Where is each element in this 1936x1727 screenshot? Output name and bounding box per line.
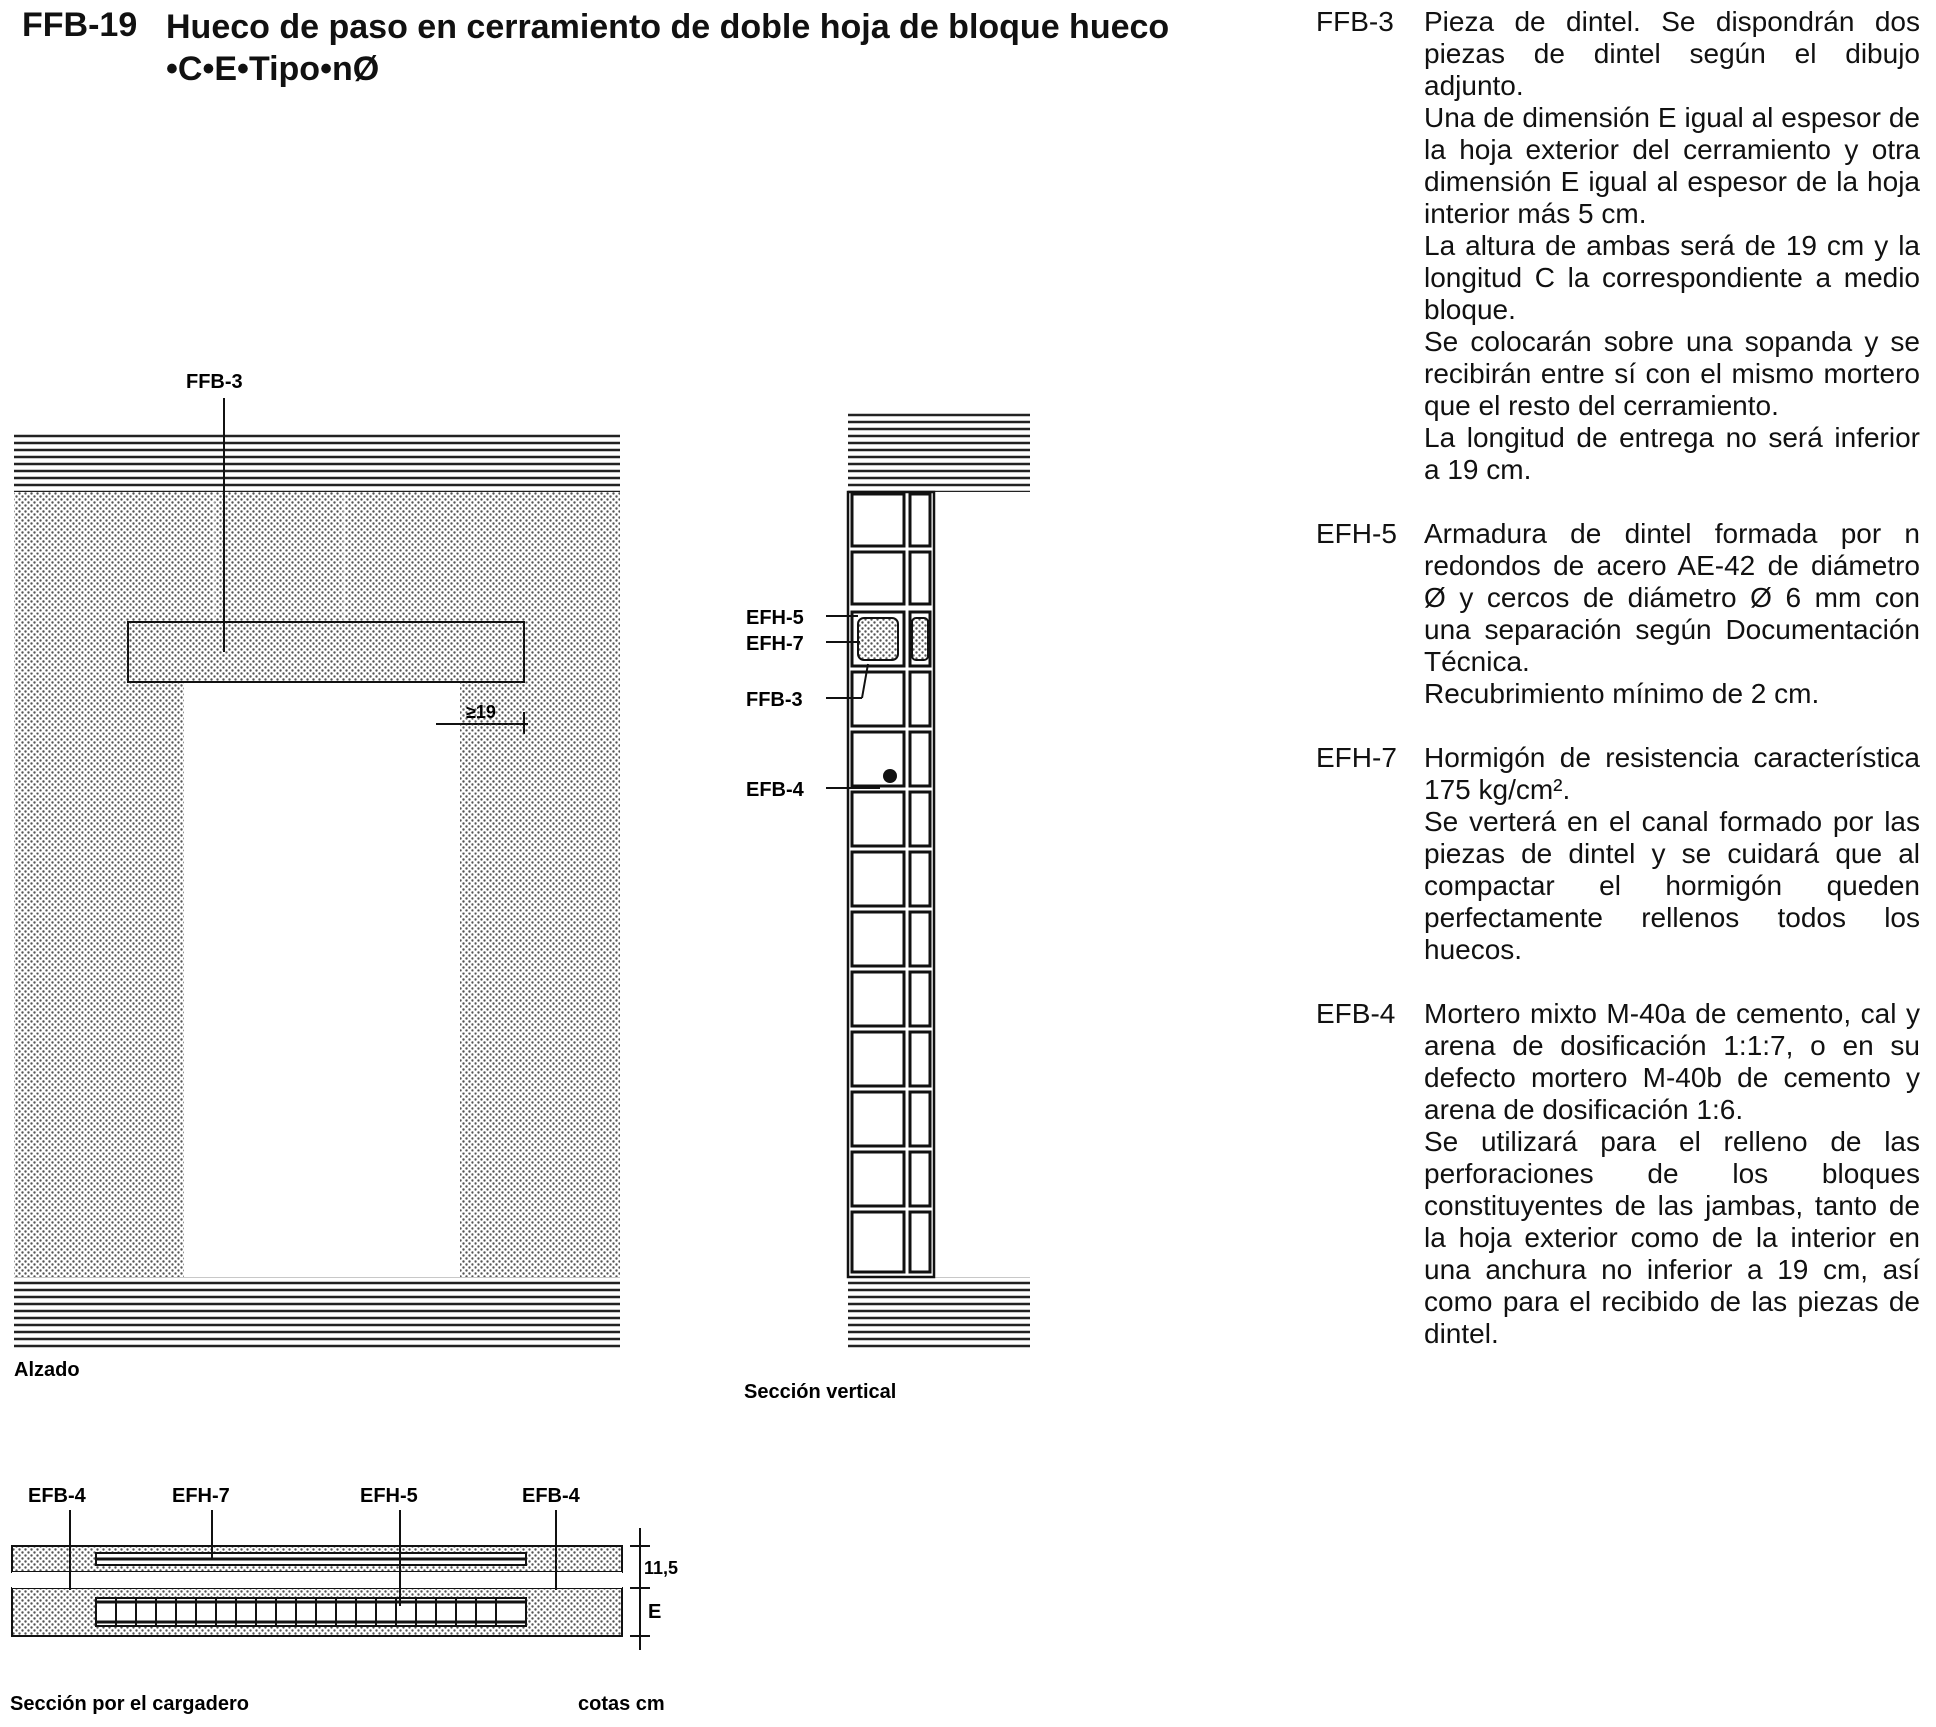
specification-notes (1316, 6, 1920, 1382)
caption-seccion-cargadero: Sección por el cargadero (10, 1693, 249, 1715)
note-paragraph: Se utilizará para el relleno de las perforaciones de los bloques constituyentes de las jambas, tanto de la hoja exterior como de la interior en una anchura no inferior a 19 cm, así como para el recibido de las piezas de dintel. (1424, 1126, 1920, 1349)
note-paragraph: Pieza de dintel. Se dispondrán dos piezas de dintel según el dibujo adjunto. (1424, 6, 1920, 101)
ls-dimension-chain (630, 1528, 650, 1650)
vs-lintel-concrete (858, 618, 898, 660)
title-line-2: •C•E•Tipo•nØ (166, 50, 380, 88)
vs-mortar-fill (883, 769, 897, 783)
note-code: EFH-7 (1316, 742, 1397, 773)
note-efb-4 (1316, 998, 1920, 1350)
vs-bottom-slab (848, 1277, 1030, 1349)
title-line-1: Hueco de paso en cerramiento de doble hoja de bloque hueco (166, 8, 1170, 46)
vs-label-ffb-3: FFB-3 (746, 689, 803, 711)
caption-seccion-vertical: Sección vertical (744, 1381, 897, 1403)
elevation-view (14, 371, 620, 1381)
lintel-piece (128, 622, 524, 682)
note-efh-5 (1316, 518, 1920, 710)
vs-wall (848, 492, 934, 1277)
note-paragraph: Una de dimensión E igual al espesor de la hoja exterior del cerramiento y otra dimensión E igual al espesor de la hoja interior más 5 cm. (1424, 102, 1920, 229)
note-paragraph: Se verterá en el canal formado por las piezas de dintel y se cuidará que al compactar el hormigón queden perfectamente rellenos todos los huecos. (1424, 806, 1920, 965)
ls-air-gap (12, 1572, 622, 1588)
vs-label-efb-4: EFB-4 (746, 779, 804, 801)
note-paragraph: Hormigón de resistencia característica 175 kg/cm². (1424, 742, 1920, 805)
note-paragraph: La longitud de entrega no será inferior a 19 cm. (1424, 422, 1920, 485)
ls-label-efh-5: EFH-5 (360, 1485, 418, 1507)
drawing-code: FFB-19 (22, 6, 138, 44)
vs-top-slab (848, 412, 1030, 492)
note-paragraph: Recubrimiento mínimo de 2 cm. (1424, 678, 1820, 709)
vs-label-efh-5: EFH-5 (746, 607, 804, 629)
lintel-section-view (10, 1485, 678, 1715)
units-note: cotas cm (578, 1693, 665, 1715)
dimension-min-19: ≥19 (466, 702, 496, 722)
note-code: FFB-3 (1316, 6, 1394, 37)
ls-dim-e: E (648, 1601, 662, 1623)
note-code: EFB-4 (1316, 998, 1396, 1029)
ls-label-efb-4-right: EFB-4 (522, 1485, 580, 1507)
note-paragraph: Se colocarán sobre una sopanda y se recibirán entre sí con el mismo mortero que el resto del cerramiento. (1424, 326, 1920, 421)
note-efh-7 (1316, 742, 1920, 966)
note-code: EFH-5 (1316, 518, 1397, 549)
vs-label-efh-7: EFH-7 (746, 633, 804, 655)
note-paragraph: Mortero mixto M-40a de cemento, cal y arena de dosificación 1:1:7, o en su defecto mortero M-40b de cemento y arena de dosificación 1:6. (1424, 998, 1920, 1125)
elevation-bottom-slab (14, 1277, 620, 1349)
door-opening (184, 682, 460, 1277)
note-paragraph: La altura de ambas será de 19 cm y la longitud C la correspondiente a medio bloque. (1424, 230, 1920, 325)
ls-label-efb-4-left: EFB-4 (28, 1485, 86, 1507)
ls-label-efh-7: EFH-7 (172, 1485, 230, 1507)
callout-ffb-3: FFB-3 (186, 371, 243, 393)
vertical-section-view (744, 412, 1030, 1403)
note-ffb-3 (1316, 6, 1920, 486)
note-paragraph: Armadura de dintel formada por n redondos de acero AE-42 de diámetro Ø y cercos de diámetro Ø 6 mm con una separación según Documentación Técnica. (1424, 518, 1920, 677)
vs-lintel-concrete-inner (912, 618, 928, 660)
ls-dim-11-5: 11,5 (644, 1558, 679, 1578)
caption-alzado: Alzado (14, 1359, 80, 1381)
elevation-top-slab (14, 432, 620, 492)
